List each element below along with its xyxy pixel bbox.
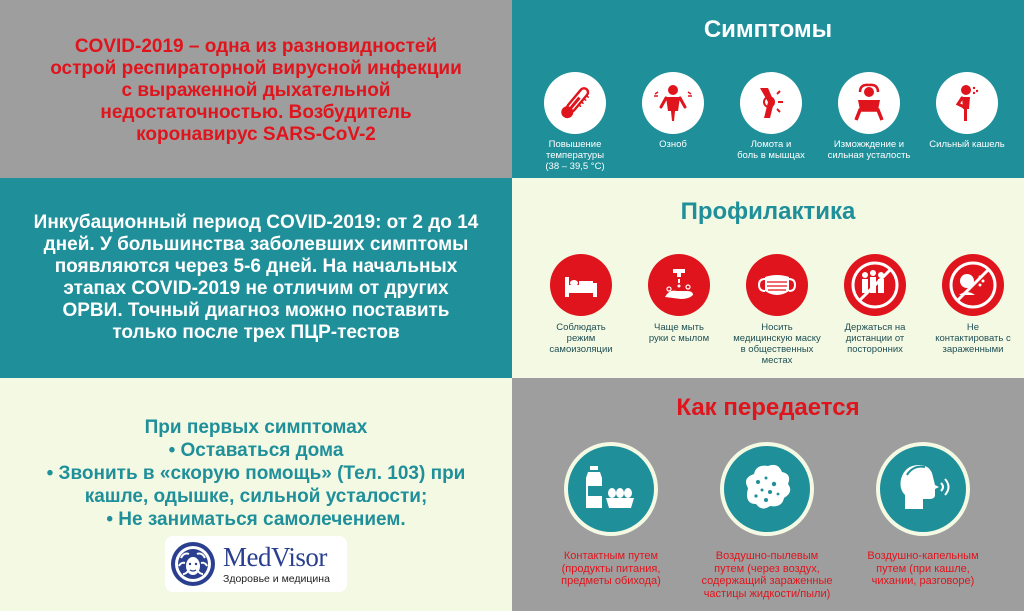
prevention-item [826, 254, 924, 355]
transmission-label: Контактным путем [563, 550, 659, 562]
symptom-label: Озноб [659, 139, 687, 150]
prevention-item [924, 254, 1022, 355]
transmission-title: Как передается [676, 394, 860, 421]
prevention-item [532, 254, 630, 355]
advice-item: • Оставаться дома [168, 440, 344, 461]
transmission-label: содержащий зараженные [701, 575, 833, 587]
prevention-title: Профилактика [680, 198, 856, 225]
intro-line: коронавирус SARS-CoV-2 [136, 124, 376, 145]
cough-icon [936, 72, 998, 134]
first-symptoms-panel [0, 378, 512, 611]
transmission-label: частицы жидкости/пыли) [703, 587, 831, 600]
symptom-item [722, 72, 820, 161]
prevention-item [630, 254, 728, 344]
medusa-logo-icon [169, 540, 217, 588]
intro-line: COVID-2019 – одна из разновидностей [74, 36, 438, 57]
symptom-label: (38 – 39,5 °C) [545, 161, 605, 172]
incubation-line: появляются через 5-6 дней. На начальных [54, 256, 458, 277]
prevention-label: Чаще мыть [654, 322, 704, 333]
symptoms-panel [512, 0, 1024, 178]
intro-panel [0, 0, 512, 178]
prevention-label: посторонних [847, 344, 903, 355]
food-items-icon [564, 442, 658, 536]
symptom-item [624, 72, 722, 150]
incubation-line: Инкубационный период COVID-2019: от 2 до 14 [33, 212, 479, 233]
transmission-label: Воздушно-капельным [867, 550, 979, 562]
advice-item: кашле, одышке, сильной усталости; [84, 486, 428, 507]
chills-icon [642, 72, 704, 134]
transmission-label: (продукты питания, [561, 562, 661, 575]
intro-line: острой респираторной вирусной инфекции [50, 58, 462, 79]
advice-item: • Звонить в «скорую помощь» (Тел. 103) при [46, 463, 466, 484]
incubation-line: только после трех ПЦР-тестов [112, 322, 400, 343]
fatigue-icon [838, 72, 900, 134]
logo-tagline: Здоровье и медицина [223, 572, 330, 585]
transmission-label: предметы обихода) [561, 575, 661, 587]
prevention-label: медицинскую маску [733, 333, 821, 344]
prevention-panel [512, 178, 1024, 378]
prevention-label: местах [761, 355, 793, 366]
prevention-label: зараженными [942, 344, 1004, 355]
symptoms-title: Симптомы [703, 16, 833, 43]
thermometer-icon [544, 72, 606, 134]
incubation-line: ОРВИ. Точный диагноз можно поставить [62, 300, 450, 321]
symptom-item [820, 72, 918, 161]
airborne-droplets-icon [876, 442, 970, 536]
symptom-label: Повышение [548, 139, 602, 150]
joint-pain-icon [740, 72, 802, 134]
bed-icon [550, 254, 612, 316]
medvisor-logo[interactable] [165, 536, 347, 592]
mask-icon [746, 254, 808, 316]
transmission-item [848, 442, 998, 588]
no-contact-icon [942, 254, 1004, 316]
transmission-label: путем (при кашле, [876, 562, 970, 575]
advice-item: • Не заниматься самолечением. [106, 509, 406, 530]
transmission-panel [512, 378, 1024, 611]
intro-line: недостаточностью. Возбудитель [100, 102, 412, 123]
incubation-text [20, 212, 492, 344]
prevention-label: в общественных [740, 344, 814, 355]
symptom-item [526, 72, 624, 172]
distance-icon [844, 254, 906, 316]
prevention-label: режим [566, 333, 596, 344]
first-symptoms-text [20, 416, 492, 531]
transmission-label: чихании, разговоре) [871, 575, 975, 587]
prevention-label: Не [966, 322, 980, 333]
incubation-line: этапах COVID-2019 не отличим от других [63, 278, 449, 299]
symptom-label: температуры [545, 150, 605, 161]
prevention-label: контактировать с [935, 333, 1011, 344]
prevention-label: руки с мылом [648, 333, 710, 344]
logo-name: MedVisor [223, 541, 327, 572]
prevention-label: дистанции от [845, 333, 905, 344]
dust-particles-icon [720, 442, 814, 536]
prevention-label: Держаться на [844, 322, 906, 333]
prevention-item [728, 254, 826, 366]
transmission-label: Воздушно-пылевым [715, 550, 819, 562]
transmission-item [536, 442, 686, 588]
first-symptoms-heading: При первых симптомах [144, 417, 368, 438]
intro-line: с выраженной дыхательной [121, 80, 391, 101]
symptom-item [918, 72, 1016, 150]
incubation-line: дней. У большинства заболевших симптомы [43, 234, 469, 255]
prevention-label: Носить [761, 322, 793, 333]
transmission-item [692, 442, 842, 600]
handwash-icon [648, 254, 710, 316]
symptom-label: сильная усталость [827, 150, 911, 161]
prevention-label: Соблюдать [556, 322, 606, 333]
symptom-label: Изможждение и [833, 139, 905, 150]
incubation-panel [0, 178, 512, 378]
symptom-label: Ломота и [750, 139, 792, 150]
prevention-label: самоизоляции [549, 344, 613, 355]
symptom-label: боль в мышцах [737, 150, 805, 161]
transmission-label: путем (через воздух, [714, 562, 820, 575]
symptom-label: Сильный кашель [929, 139, 1005, 150]
intro-text [20, 36, 492, 146]
